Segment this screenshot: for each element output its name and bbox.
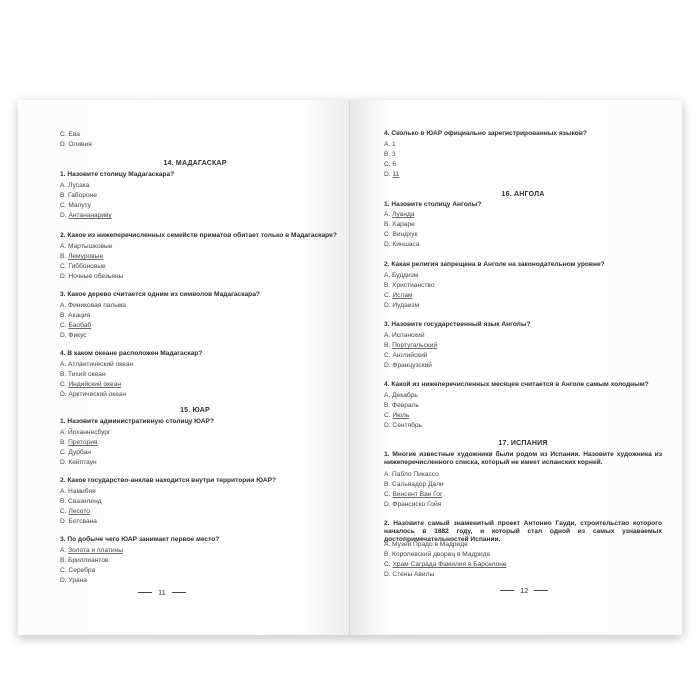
question-text: 1. Назовите столицу Мадагаскара?: [60, 171, 175, 178]
right-page: [350, 100, 682, 635]
option-text: D. Ботсвана: [60, 518, 97, 525]
option-text: D. Иудаизм: [384, 302, 419, 309]
option-text: D. Сентябрь: [384, 422, 422, 429]
question-text: 4. Сколько в ЮАР официально зарегистрированных языков?: [384, 130, 587, 137]
option-text: B. Бриллиантов: [60, 557, 109, 564]
page-number: 11: [158, 588, 166, 597]
page-number-left: [138, 588, 186, 597]
option-text: C. Мапуту: [60, 202, 91, 209]
option-text: A. Луанда: [384, 211, 415, 218]
option-text: B. Португальский: [384, 342, 438, 349]
option-text: C. 6: [384, 161, 397, 168]
option-text: D. Фикус: [60, 332, 87, 339]
correct-answer: Португальский: [392, 342, 438, 349]
option-text: D. Французский: [384, 362, 432, 369]
option-text: A. Намибия: [60, 488, 96, 495]
option-text: C. Ислам: [384, 292, 413, 299]
option-text: D. Кейптаун: [60, 459, 97, 466]
option-text: A. Пабло Пикассо: [384, 471, 439, 478]
option-text: D. Арктический океан: [60, 391, 127, 398]
option-text: B. Претория: [60, 439, 98, 446]
option-text: D. Оливия: [60, 141, 92, 148]
option-text: A. 1: [384, 141, 396, 148]
option-text: D. Урана: [60, 577, 87, 584]
question-text: 1. Назовите административную столицу ЮАР?: [60, 418, 214, 425]
section-title-madagascar: 14. МАДАГАСКАР: [163, 160, 227, 167]
option-text: C. Ева: [60, 131, 80, 138]
option-text: B. 3: [384, 151, 396, 158]
question-text: 4. Какой из нижеперечисленных месяцев считается в Анголе самым холодным?: [384, 381, 649, 388]
option-text: C. Английский: [384, 352, 428, 359]
option-text: A. Музей Прадо в Мадриде: [384, 541, 468, 548]
option-text: D. Ночные обезьяны: [60, 273, 124, 280]
question-text: 3. Какое дерево считается одним из символов Мадагаскара?: [60, 291, 260, 298]
option-text: C. Гиббоновые: [60, 263, 106, 270]
correct-answer: Лесото: [68, 508, 90, 515]
option-text: A. Атлантический океан: [60, 361, 134, 368]
option-text: B. Свазиленд: [60, 498, 102, 505]
option-text: B. Габороне: [60, 192, 98, 199]
option-text: B. Февраль: [384, 402, 419, 409]
correct-answer: Июль: [392, 412, 410, 419]
page-number-dash: [534, 590, 548, 591]
option-text: B. Лемуровые: [60, 253, 104, 260]
question-text: 1. Назовите столицу Анголы?: [384, 201, 482, 208]
option-text: C. Серебра: [60, 567, 96, 574]
option-text: D. Антананариву: [60, 212, 112, 219]
option-text: B. Акация: [60, 312, 91, 319]
option-text: A. Йоханнесбург: [60, 429, 111, 436]
option-text: A. Финиковая пальма: [60, 302, 126, 309]
option-text: A. Испанский: [384, 332, 425, 339]
option-text: B. Королевский дворец в Мадриде: [384, 551, 491, 558]
option-text: C. Баобаб: [60, 322, 92, 329]
option-text: C. Дурбан: [60, 449, 91, 456]
section-title-south-africa: 15. ЮАР: [180, 407, 210, 414]
correct-answer: Золота и платины: [68, 547, 123, 554]
correct-answer: Претория: [68, 439, 98, 446]
question-text: 4. В каком океане расположен Мадагаскар?: [60, 350, 203, 357]
correct-answer: Баобаб: [68, 322, 92, 329]
question-text: 3. Назовите государственный язык Анголы?: [384, 321, 531, 328]
correct-answer: Ислам: [392, 292, 413, 299]
open-booklet: [18, 100, 682, 635]
option-text: C. Храм Саграда Фамилия в Барселоне: [384, 561, 507, 568]
page-number-dash: [172, 592, 186, 593]
option-text: C. Индийский океан: [60, 381, 122, 388]
option-text: C. Лесото: [60, 508, 90, 515]
option-text: A. Мартышковые: [60, 243, 113, 250]
option-text: A. Золота и платины: [60, 547, 123, 554]
question-text: 3. По добыче чего ЮАР занимает первое место?: [60, 536, 220, 543]
question-text: 2. Какое из нижеперечисленных семейств приматов обитает только в Мадагаскаре?: [60, 232, 337, 239]
option-text: D. 11: [384, 171, 400, 178]
correct-answer: Луанда: [392, 211, 415, 218]
section-title-angola: 16. АНГОЛА: [501, 191, 545, 198]
page-number-right: [500, 586, 548, 595]
option-text: A. Лусака: [60, 182, 90, 189]
question-text: 2. Какая религия запрещена в Анголе на законодательном уровне?: [384, 261, 605, 268]
correct-answer: Храм Саграда Фамилия в Барселоне: [392, 561, 507, 568]
option-text: C. Винсент Ван Гог: [384, 491, 443, 498]
option-text: A. Буддизм: [384, 272, 419, 279]
option-text: C. Виндхук: [384, 231, 418, 238]
correct-answer: Винсент Ван Гог: [392, 491, 443, 498]
option-text: C. Июль: [384, 412, 410, 419]
option-text: D. Франсиско Гойя: [384, 501, 442, 508]
page-number-dash: [138, 592, 152, 593]
option-text: D. Киншаса: [384, 241, 420, 248]
question-text: 1. Многие известные художники были родом из Испании. Назовите художника из нижеперечисленного списка, который не имеет испанских корней.: [384, 451, 662, 466]
option-text: D. Стены Авилы: [384, 571, 435, 578]
page-number-dash: [500, 590, 514, 591]
option-text: B. Хараре: [384, 221, 415, 228]
question-text: 2. Какое государство-анклав находится внутри территории ЮАР?: [60, 477, 277, 484]
correct-answer: Антананариву: [68, 212, 112, 219]
option-text: A. Декабрь: [384, 392, 418, 399]
option-text: B. Христианство: [384, 282, 435, 289]
correct-answer: Лемуровые: [68, 253, 104, 260]
page-number: 12: [520, 586, 529, 595]
correct-answer: Индийский океан: [68, 381, 122, 388]
option-text: B. Тихий океан: [60, 371, 106, 378]
question-text: 2. Назовите самый знаменитый проект Антонио Гауди, строительство которого началось в 1882 году, и который стал одной из самых узнаваемых достопримечательностей Испании.: [384, 520, 662, 543]
left-page: [18, 100, 350, 635]
section-title-spain: 17. ИСПАНИЯ: [498, 440, 548, 447]
correct-answer: 11: [392, 171, 400, 178]
option-text: B. Сальвадор Дали: [384, 481, 444, 488]
